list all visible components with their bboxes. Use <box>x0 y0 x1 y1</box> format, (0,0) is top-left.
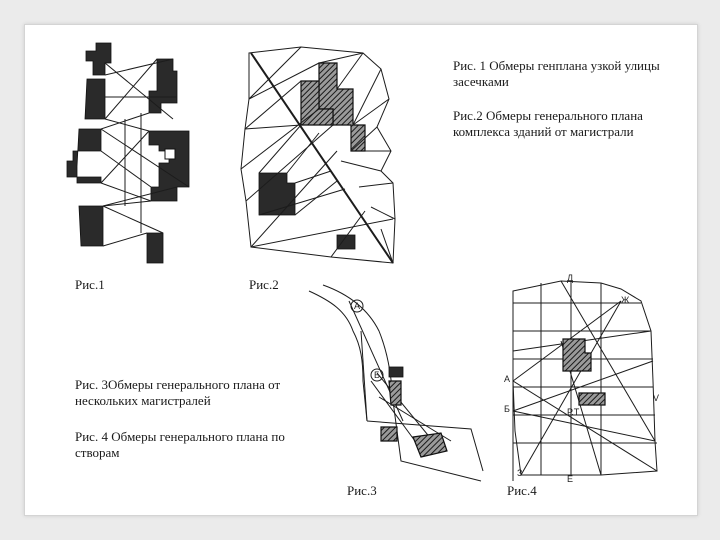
caption-fig3: Рис. 3Обмеры генерального плана от нескольких магистралей <box>75 377 281 408</box>
label-fig3: Рис.3 <box>347 483 377 498</box>
label-fig1: Рис.1 <box>75 277 105 292</box>
fig3-mark-a: А <box>354 301 361 311</box>
fig4-mark-corner: Ж <box>621 295 630 305</box>
figure-2-drawing <box>241 47 395 263</box>
figure-4-drawing <box>504 273 659 484</box>
caption-fig1: Рис. 1 Обмеры генплана узкой улицы засечками <box>453 58 660 89</box>
figure-1-drawing <box>67 43 189 263</box>
fig4-mark-top: Д <box>567 273 574 283</box>
fig3-mark-b: Б <box>374 370 380 380</box>
caption-fig2: Рис.2 Обмеры генерального плана комплекса зданий от магистрали <box>453 108 643 139</box>
label-fig2: Рис.2 <box>249 277 279 292</box>
caption-fig4: Рис. 4 Обмеры генерального плана по створам <box>75 429 285 460</box>
label-fig4: Рис.4 <box>507 483 537 498</box>
fig4-mark-bottom-left: З <box>517 468 523 478</box>
fig4-mark-side-b: Б <box>504 404 510 414</box>
fig4-mark-point: Р.Т <box>567 407 580 417</box>
fig4-mark-bottom: Е <box>567 474 574 484</box>
fig4-mark-side-a: А <box>504 374 511 384</box>
fig4-mark-right: V <box>653 393 660 403</box>
figure-3-drawing <box>309 285 483 481</box>
slide <box>24 24 698 516</box>
